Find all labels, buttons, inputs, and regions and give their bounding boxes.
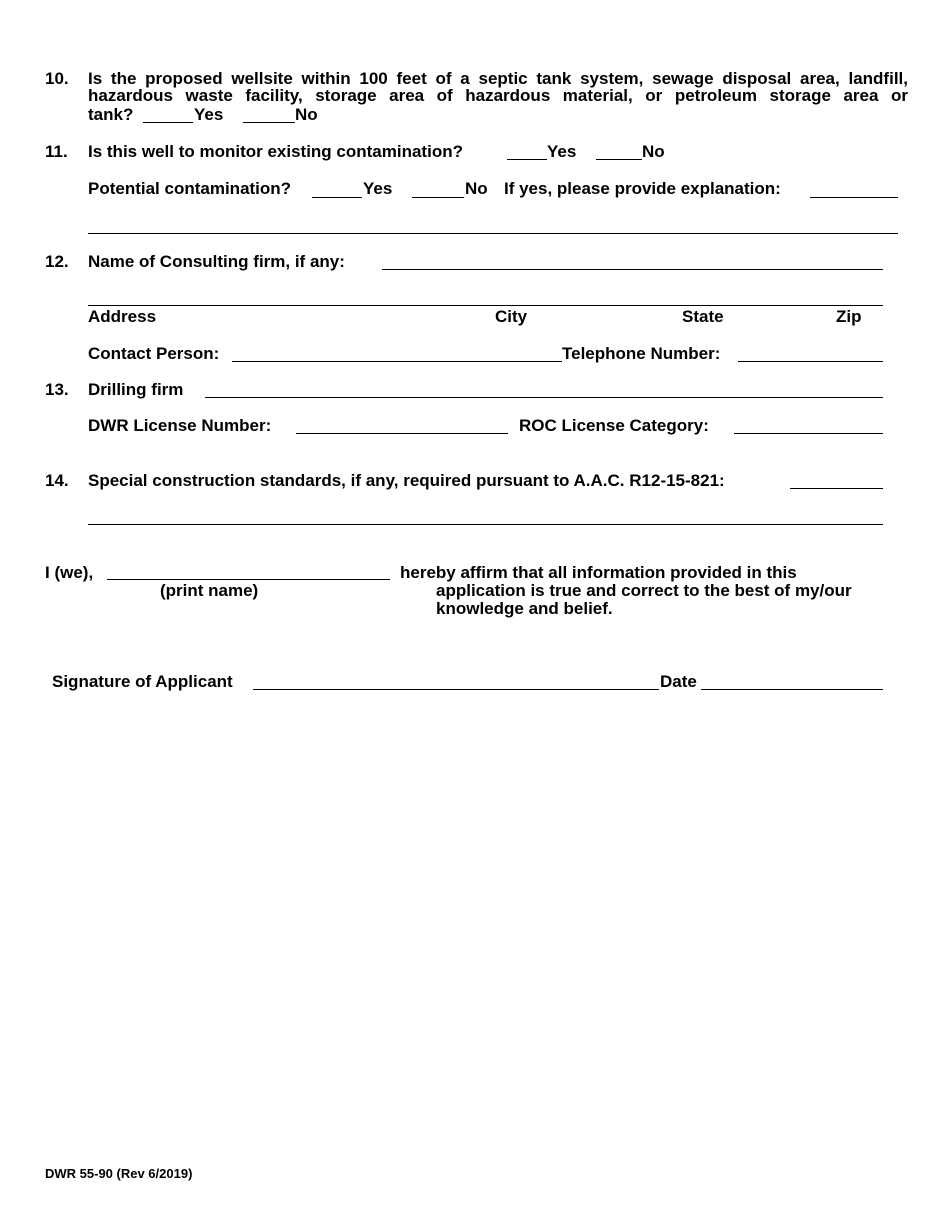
affirm-line1: hereby affirm that all information provided in this: [400, 563, 797, 582]
date-field[interactable]: [701, 689, 883, 690]
dwr-license-label: DWR License Number:: [88, 416, 272, 435]
q10-yes-blank[interactable]: [143, 122, 193, 123]
q10-no-blank[interactable]: [243, 122, 295, 123]
consulting-firm-name-field[interactable]: [382, 269, 883, 270]
q11-explain-blank[interactable]: [810, 197, 898, 198]
print-name-field[interactable]: [107, 579, 390, 580]
q11-yes-blank[interactable]: [507, 159, 547, 160]
q13-number: 13.: [45, 380, 69, 399]
consulting-firm-address-field[interactable]: [88, 305, 883, 306]
city-label: City: [495, 307, 528, 326]
q11-potential-no-label: No: [465, 179, 488, 198]
drilling-firm-label: Drilling firm: [88, 380, 184, 399]
contact-person-field[interactable]: [232, 361, 562, 362]
affirm-line2: application is true and correct to the best of my/our: [436, 581, 852, 600]
q11-potential-no-blank[interactable]: [412, 197, 464, 198]
q10-tail: tank?: [88, 105, 134, 124]
q11-number: 11.: [45, 142, 68, 161]
zip-label: Zip: [836, 307, 862, 326]
q11-no-label: No: [642, 142, 665, 161]
q11-no-blank[interactable]: [596, 159, 642, 160]
telephone-number-field[interactable]: [738, 361, 883, 362]
q11-explain-line2[interactable]: [88, 233, 898, 234]
q11-yes-label: Yes: [547, 142, 577, 161]
q10-text: Is the proposed wellsite within 100 feet of a septic tank system, sewage disposal area, landfill, hazardous waste facility, storage area of hazardous material, or petroleum storage area or: [88, 69, 908, 105]
contact-person-label: Contact Person:: [88, 344, 220, 363]
special-standards-line2[interactable]: [88, 524, 883, 525]
q12-number: 12.: [45, 252, 69, 271]
q10-number: 10.: [45, 69, 69, 88]
q14-label: Special construction standards, if any, required pursuant to A.A.C. R12-15-821:: [88, 471, 725, 490]
affirm-lead: I (we),: [45, 563, 94, 582]
q12-label: Name of Consulting firm, if any:: [88, 252, 345, 271]
q11-potential-yes-blank[interactable]: [312, 197, 362, 198]
signature-field[interactable]: [253, 689, 659, 690]
q11-text: Is this well to monitor existing contamination?: [88, 142, 463, 161]
q10-yes-label: Yes: [194, 105, 224, 124]
drilling-firm-field[interactable]: [205, 397, 883, 398]
state-label: State: [682, 307, 724, 326]
q11-potential-label: Potential contamination?: [88, 179, 292, 198]
affirm-line3: knowledge and belief.: [436, 599, 613, 618]
date-label: Date: [660, 672, 697, 691]
roc-license-label: ROC License Category:: [519, 416, 709, 435]
signature-label: Signature of Applicant: [52, 672, 233, 691]
print-name-label: (print name): [160, 581, 259, 600]
q11-potential-yes-label: Yes: [363, 179, 393, 198]
form-id-footer: DWR 55-90 (Rev 6/2019): [45, 1166, 193, 1181]
dwr-license-field[interactable]: [296, 433, 508, 434]
q14-number: 14.: [45, 471, 69, 490]
q11-explain-label: If yes, please provide explanation:: [504, 179, 781, 198]
telephone-number-label: Telephone Number:: [562, 344, 721, 363]
q10-no-label: No: [295, 105, 318, 124]
address-label: Address: [88, 307, 157, 326]
roc-license-field[interactable]: [734, 433, 883, 434]
special-standards-field[interactable]: [790, 488, 883, 489]
